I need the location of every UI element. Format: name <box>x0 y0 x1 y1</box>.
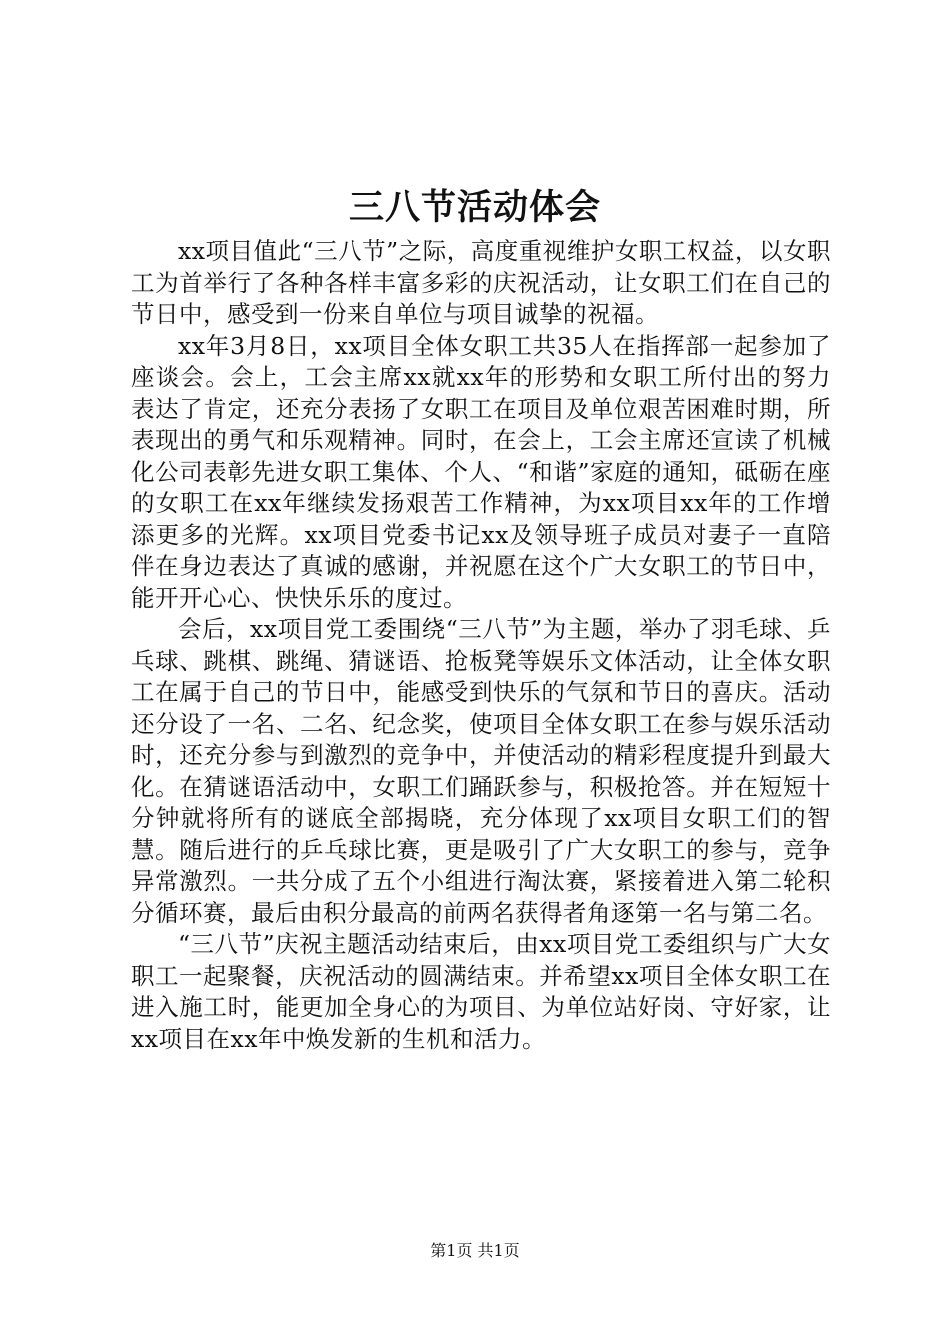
paragraph-4: “三八节”庆祝主题活动结束后，由xx项目党工委组织与广大女职工一起聚餐，庆祝活动的圆满结束。并希望xx项目全体女职工在进入施工时，能更加全身心的为项目、为单位站好岗、守好家，让xx项目在xx年中焕发新的生机和活力。 <box>131 930 831 1053</box>
paragraph-3: 会后，xx项目党工委围绕“三八节”为主题，举办了羽毛球、乒乓球、跳棋、跳绳、猜谜语、抢板凳等娱乐文体活动，让全体女职工在属于自己的节日中，能感受到快乐的气氛和节日的喜庆。活动还分设了一名、二名、纪念奖，使项目全体女职工在参与娱乐活动时，还充分参与到激烈的竞争中，并使活动的精彩程度提升到最大化。在猜谜语活动中，女职工们踊跃参与，积极抢答。并在短短十分钟就将所有的谜底全部揭晓，充分体现了xx项目女职工们的智慧。随后进行的乒乓球比赛，更是吸引了广大女职工的参与，竞争异常激烈。一共分成了五个小组进行淘汰赛，紧接着进入第二轮积分循环赛，最后由积分最高的前两名获得者角逐第一名与第二名。 <box>131 615 831 927</box>
document-title: 三八节活动体会 <box>348 187 601 228</box>
page-footer: 第1页 共1页 <box>430 1241 520 1260</box>
document-body <box>131 236 831 1055</box>
paragraph-1: xx项目值此“三八节”之际，高度重视维护女职工权益，以女职工为首举行了各种各样丰富多彩的庆祝活动，让女职工们在自己的节日中，感受到一份来自单位与项目诚挚的祝福。 <box>131 237 831 328</box>
paragraph-2: xx年3月8日，xx项目全体女职工共35人在指挥部一起参加了座谈会。会上，工会主席xx就xx年的形势和女职工所付出的努力表达了肯定，还充分表扬了女职工在项目及单位艰苦困难时期，所表现出的勇气和乐观精神。同时，在会上，工会主席还宣读了机械化公司表彰先进女职工集体、个人、“和谐”家庭的通知，砥砺在座的女职工在xx年继续发扬艰苦工作精神，为xx项目xx年的工作增添更多的光辉。xx项目党委书记xx及领导班子成员对妻子一直陪伴在身边表达了真诚的感谢，并祝愿在这个广大女职工的节日中，能开开心心、快快乐乐的度过。 <box>131 331 831 612</box>
